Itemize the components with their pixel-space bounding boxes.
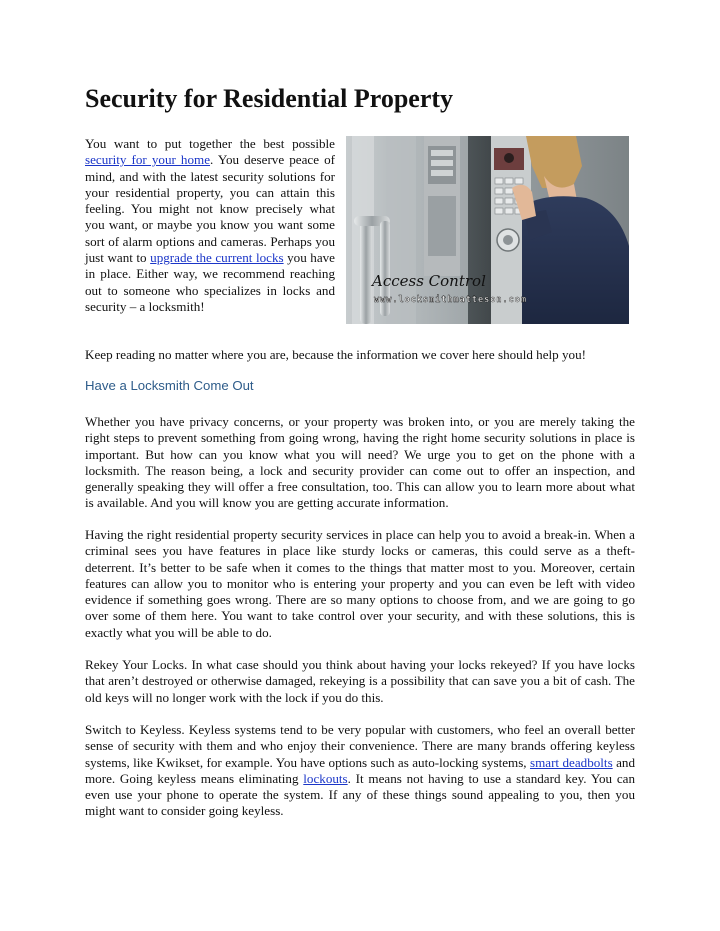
- photo-caption-script: Access Control: [372, 272, 486, 290]
- intro-text-1: You want to put together the best possible: [85, 136, 335, 151]
- keyless-text-2: and more. Going keyless means eliminating: [85, 754, 635, 786]
- paragraph-rekey: Rekey Your Locks. In what case should you think about having your locks rekeyed? If you have locks that aren’t destroyed or otherwise damaged, rekeying is a possibility that can save you a bit of cash. The old keys will no longer work with the lock if you do this.: [85, 657, 635, 705]
- section-heading: Have a Locksmith Come Out: [85, 378, 254, 393]
- paragraph-keyless: [85, 722, 635, 820]
- security-for-your-home-link[interactable]: security for your home: [85, 152, 211, 168]
- page-title: Security for Residential Property: [85, 84, 454, 113]
- intro-text-2: . You deserve peace of mind, and with the latest security solutions for your residential property, you can attain this feeling. You might not know precisely what you want, or maybe you know you want some sort of alarm options and cameras. Perhaps you just want to: [85, 152, 335, 266]
- keyless-text-3: . It means not having to use a standard key. You can even use your phone to operate the system. If any of these things sound appealing to you, then you might want to consider going keyless.: [85, 770, 635, 819]
- lockouts-link[interactable]: lockouts: [303, 770, 348, 786]
- intro-text-3: you have in place. Either way, we recommend reaching out to someone who specializes in locks and security – a locksmith!: [85, 250, 335, 314]
- upgrade-locks-link[interactable]: upgrade the current locks: [150, 250, 284, 266]
- keyless-text-1: Switch to Keyless. Keyless systems tend to be very popular with customers, who feel an overall better sense of security with them and who enjoy their convenience. There are many brands offering keyless systems, like Kwikset, for example. You have options such as auto-locking systems,: [85, 722, 635, 770]
- smart-deadbolts-link[interactable]: smart deadbolts: [529, 754, 613, 770]
- paragraph-security-services: Having the right residential property security services in place can help you to avoid a break-in. When a criminal sees you have features in place like sturdy locks or cameras, this could serve as a theft-deterrent. It’s better to be safe when it comes to the things that matter most to you. Moreover, certain features can allow you to monitor who is entering your property and you can even be left with video evidence if something goes wrong. There are so many options to choose from, and we are going to go over some of them here. You want to take control over your security, and with these solutions, this is exactly what you will be able to do.: [85, 527, 635, 640]
- access-control-photo: [346, 136, 629, 324]
- paragraph-locksmith: Whether you have privacy concerns, or your property was broken into, or you are merely taking the right steps to prevent something from going wrong, having the right home security solutions in place is important. But how can you know what you will need? We urge you to get on the phone with a locksmith. The reason being, a lock and security provider can come out to offer an inspection, and generally speaking they will offer a free consultation, too. This can allow you to learn more about what is available. And you will know you are getting accurate information.: [85, 414, 635, 511]
- keep-reading-paragraph: Keep reading no matter where you are, because the information we cover here should help you!: [85, 347, 587, 362]
- photo-caption-url: www.locksmithmatteson.com: [374, 295, 527, 305]
- intro-paragraph: [85, 136, 335, 315]
